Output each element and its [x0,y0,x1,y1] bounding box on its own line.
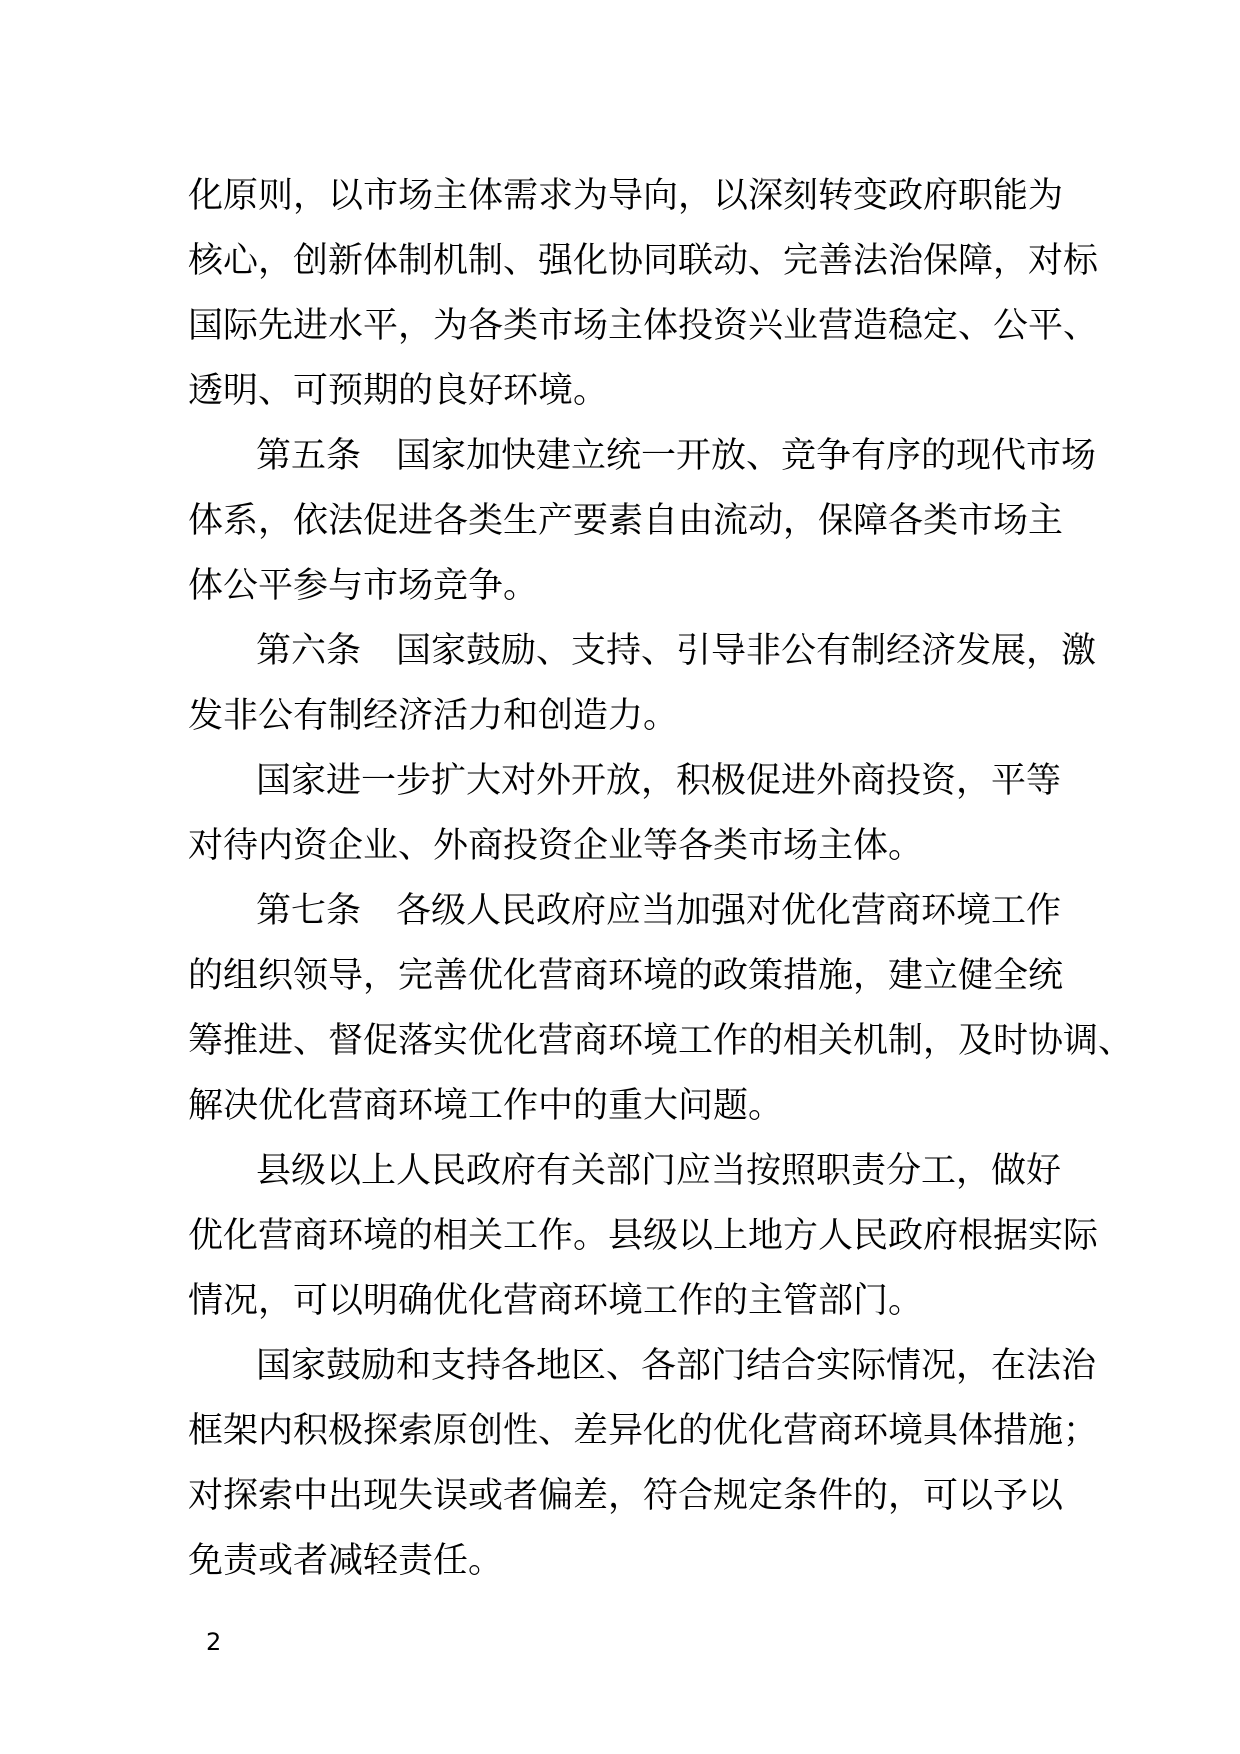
line-text: 优化营商环境的相关工作。县级以上地方人民政府根据实际 [188,1216,1099,1256]
text-line [188,879,1088,944]
paragraph [188,164,1099,424]
paragraph [188,1139,1099,1334]
text-line [188,554,1088,619]
text-line [188,619,1097,684]
line-text: 国家加快建立统一开放、竞争有序的现代市场 [396,436,1097,476]
text-line [188,1529,1088,1594]
paragraph [188,619,1097,749]
text-line [188,814,1088,879]
text-line [188,1204,1099,1269]
line-text: 情况，可以明确优化营商环境工作的主管部门。 [188,1281,924,1321]
text-line [188,1269,1088,1334]
line-text: 国家鼓励和支持各地区、各部门结合实际情况，在法治 [256,1346,1097,1386]
line-text: 各级人民政府应当加强对优化营商环境工作 [396,891,1062,931]
text-line [188,1139,1088,1204]
line-text: 化原则，以市场主体需求为导向，以深刻转变政府职能为 [188,176,1064,216]
text-line [188,359,1088,424]
article-number: 第六条 [256,631,362,671]
text-line [188,294,1099,359]
text-line [188,684,1088,749]
text-line [188,1399,1099,1464]
line-text: 发非公有制经济活力和创造力。 [188,696,679,736]
text-line [188,944,1088,1009]
line-text: 免责或者减轻责任。 [188,1541,504,1581]
line-text: 的组织领导，完善优化营商环境的政策措施，建立健全统 [188,956,1064,996]
line-text: 国际先进水平，为各类市场主体投资兴业营造稳定、公平、 [188,306,1099,346]
text-line [188,489,1088,554]
line-text: 框架内积极探索原创性、差异化的优化营商环境具体措施； [188,1411,1099,1451]
article-number: 第七条 [256,891,362,931]
line-text: 体系，依法促进各类生产要素自由流动，保障各类市场主 [188,501,1064,541]
line-text: 县级以上人民政府有关部门应当按照职责分工，做好 [256,1151,1062,1191]
paragraph [188,1334,1099,1594]
line-text: 体公平参与市场竞争。 [188,566,539,606]
document-body [188,164,1134,1594]
line-text: 国家进一步扩大对外开放，积极促进外商投资，平等 [256,761,1062,801]
line-text: 筹推进、督促落实优化营商环境工作的相关机制，及时协调、 [188,1021,1134,1061]
paragraph [188,749,1088,879]
line-text: 透明、可预期的良好环境。 [188,371,609,411]
text-line [188,1009,1134,1074]
text-line [188,1334,1097,1399]
line-text: 核心，创新体制机制、强化协同联动、完善法治保障，对标 [188,241,1099,281]
text-line [188,1074,1088,1139]
page-number: 2 [206,1628,222,1656]
text-line [188,229,1099,294]
text-line [188,164,1088,229]
article-number: 第五条 [256,436,362,476]
text-line [188,749,1088,814]
paragraph [188,424,1097,619]
line-text: 对探索中出现失误或者偏差，符合规定条件的，可以予以 [188,1476,1064,1516]
paragraph [188,879,1134,1139]
text-line [188,1464,1088,1529]
text-line [188,424,1097,489]
line-text: 解决优化营商环境工作中的重大问题。 [188,1086,784,1126]
line-text: 国家鼓励、支持、引导非公有制经济发展，激 [396,631,1097,671]
line-text: 对待内资企业、外商投资企业等各类市场主体。 [188,826,924,866]
